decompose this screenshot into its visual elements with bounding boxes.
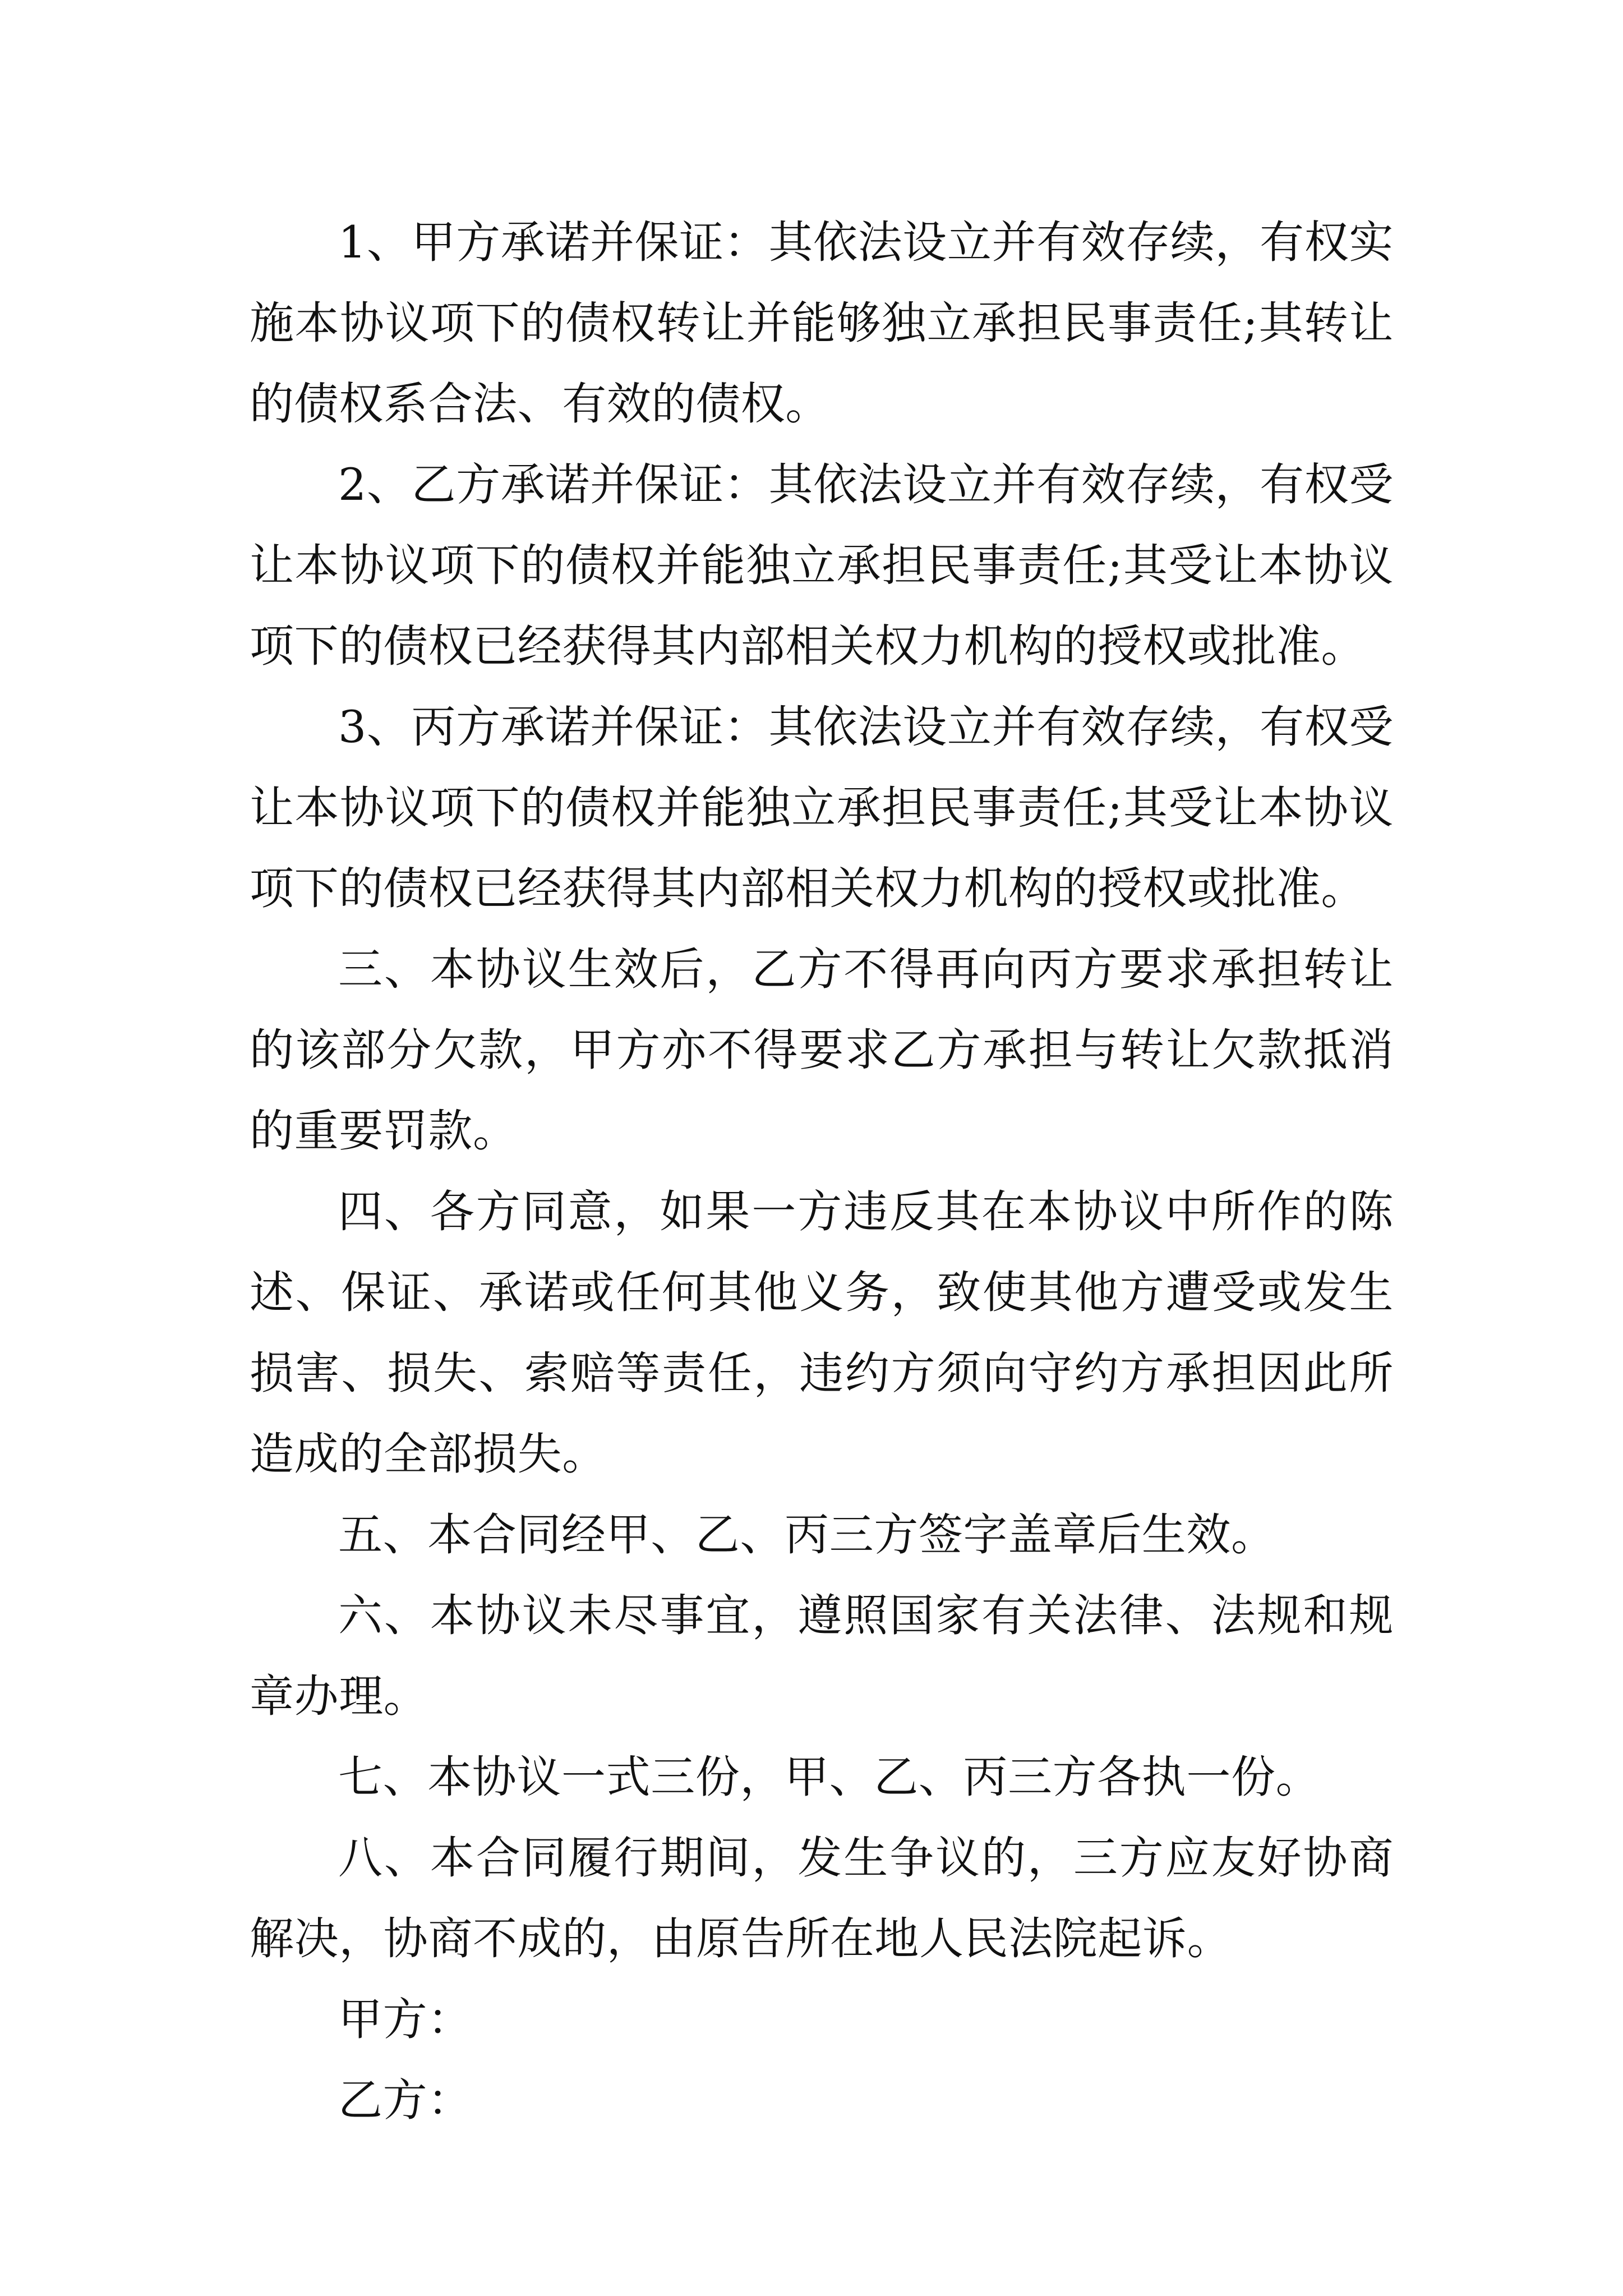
signature-party-b: 乙方： — [338, 2074, 472, 2126]
signature-party-a: 甲方： — [338, 1994, 472, 2045]
clause-six-unresolved-matters: 六、本协议未尽事宜，遵照国家有关法律、法规和规章办理。 — [250, 1590, 1394, 1722]
clause-2-party-b-warranty: 2、乙方承诺并保证：其依法设立并有效存续，有权受让本协议项下的债权并能独立承担民事责任;其受让本协议项下的债权已经获得其内部相关权力机构的授权或批准。 — [250, 459, 1394, 672]
clause-1-party-a-warranty: 1、甲方承诺并保证：其依法设立并有效存续，有权实施本协议项下的债权转让并能够独立承担民事责任;其转让的债权系合法、有效的债权。 — [250, 217, 1394, 430]
document-body — [250, 202, 1394, 2141]
clause-3-party-c-warranty: 3、丙方承诺并保证：其依法设立并有效存续，有权受让本协议项下的债权并能独立承担民事责任;其受让本协议项下的债权已经获得其内部相关权力机构的授权或批准。 — [250, 701, 1394, 914]
clause-five-effectiveness: 五、本合同经甲、乙、丙三方签字盖章后生效。 — [338, 1509, 1276, 1561]
clause-eight-disputes: 八、本合同履行期间，发生争议的，三方应友好协商解决，协商不成的，由原告所在地人民法院起诉。 — [250, 1832, 1394, 1964]
clause-seven-copies: 七、本协议一式三份，甲、乙、丙三方各执一份。 — [338, 1751, 1321, 1803]
clause-four-breach: 四、各方同意，如果一方违反其在本协议中所作的陈述、保证、承诺或任何其他义务，致使其他方遭受或发生损害、损失、索赔等责任，违约方须向守约方承担因此所造成的全部损失。 — [250, 1186, 1394, 1480]
clause-three-effect: 三、本协议生效后，乙方不得再向丙方要求承担转让的该部分欠款，甲方亦不得要求乙方承担与转让欠款抵消的重要罚款。 — [250, 944, 1394, 1157]
